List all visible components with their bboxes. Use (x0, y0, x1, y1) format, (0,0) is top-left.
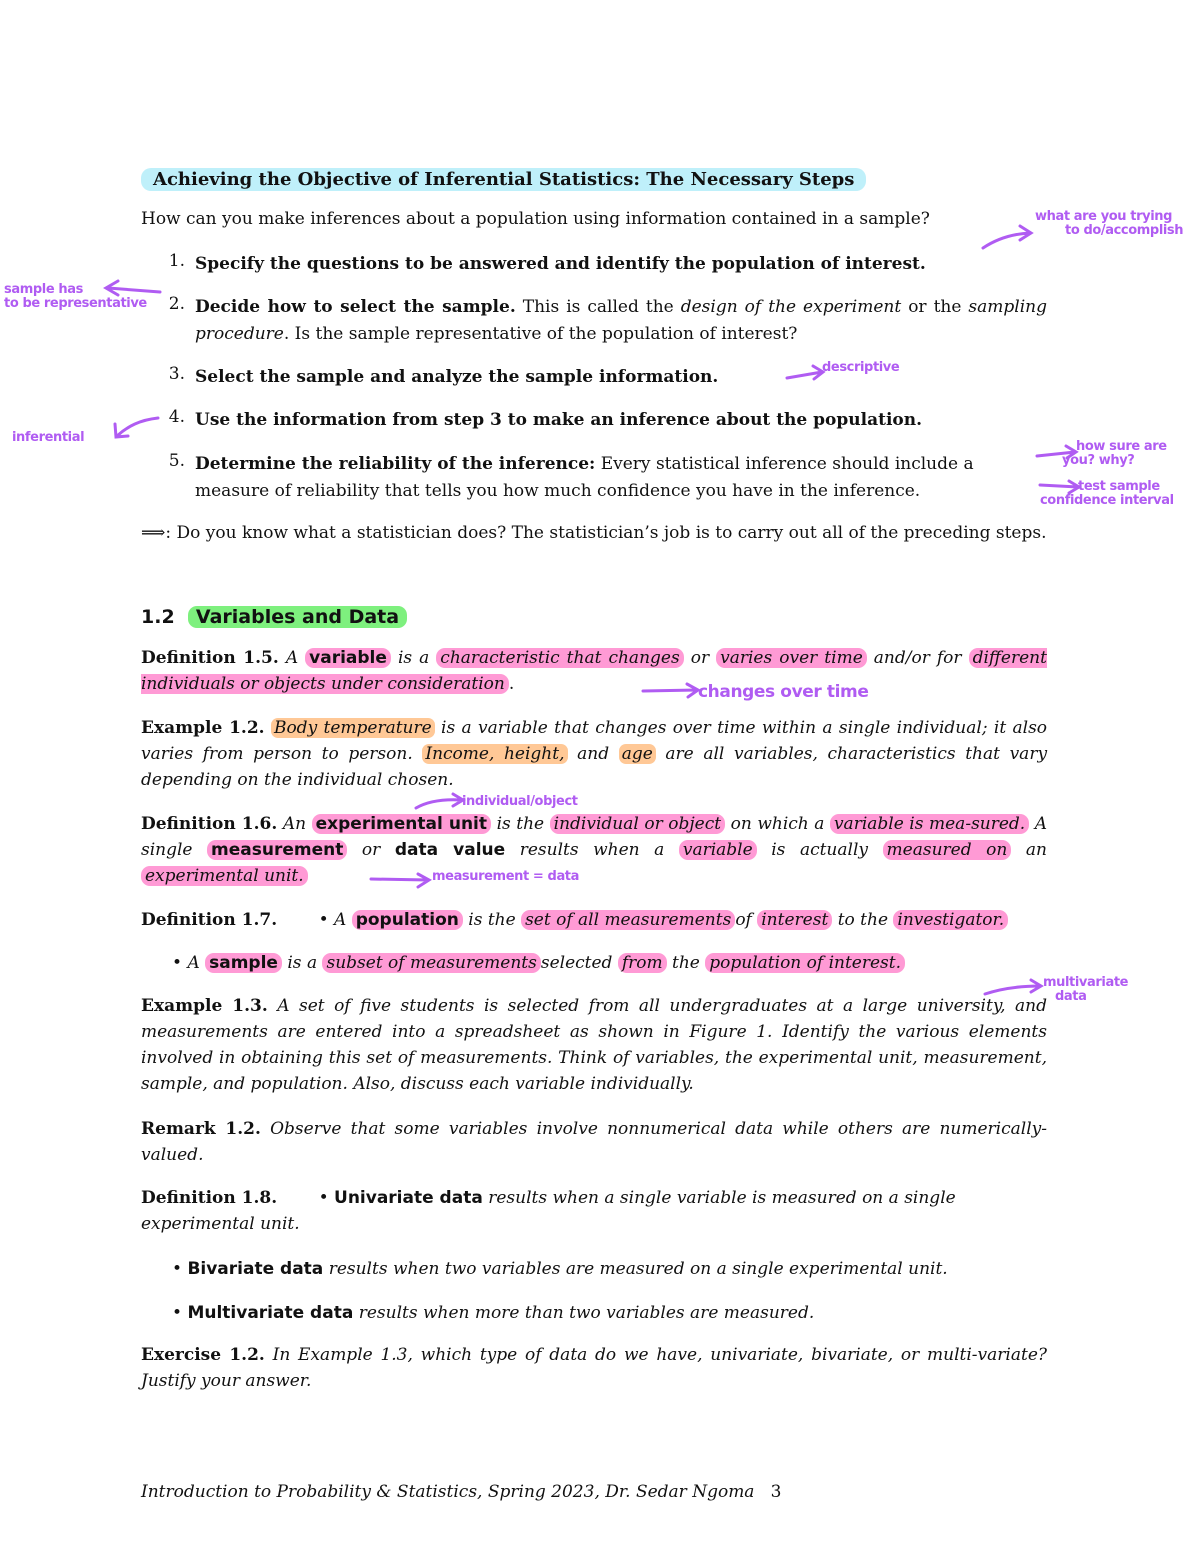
example-1-3: Example 1.3. A set of five students is selected from all undergraduates at a large university, and measurements are entered into a spreadsheet as shown in Figure 1. Identify the various elements involved in obtaining this set of measurements. Think of variables, the experimental unit, measurement, sample, and population. Also, discuss each variable individually. (141, 996, 1048, 1094)
arrow-test-sample (1040, 481, 1079, 493)
section-title: Achieving the Objective of Inferential Statistics: The Necessary Steps (141, 167, 1047, 193)
annotation-sample-has: sample has to be representative (4, 282, 147, 311)
definition-1-6: Definition 1.6. An experimental unit is the individual or object on which a variable is mea-sured. A single measurement or data value results when a variable is actually measured on an experimental unit. (141, 814, 1048, 886)
arrow-changes (643, 684, 698, 697)
definition-1-8-bullet-3: • Multivariate data results when more than two variables are measured. (172, 1303, 815, 1323)
annotation-inferential: inferential (12, 430, 85, 445)
step-1: Specify the questions to be answered and identify the population of interest. (195, 254, 926, 274)
arrow-how-sure (1037, 446, 1076, 458)
annotation-changes-over-time: changes over time (698, 682, 869, 702)
annotation-how-sure: how sure are you? why? (1062, 439, 1167, 468)
step-5: Determine the reliability of the inference: Every statistical inference should include a measure of reliability that tells you how much confidence you have in the inference. (195, 454, 974, 501)
annotation-test-sample: test sample confidence interval (1040, 479, 1174, 508)
step-1-number: 1. (168, 251, 185, 271)
arrow-measurement (371, 874, 429, 887)
section-question: How can you make inferences about a population using information contained in a sample? (141, 209, 930, 229)
subsection-heading: 1.2 Variables and Data (141, 604, 1047, 630)
annotation-multivariate-data: multivariate data (1043, 975, 1129, 1004)
exercise-1-2: Exercise 1.2. In Example 1.3, which type of data do we have, univariate, bivariate, or multi-variate? Justify your answer. (141, 1345, 1048, 1391)
statistician-paragraph: ⟹: Do you know what a statistician does? The statistician’s job is to carry out all of the preceding steps. (141, 523, 1047, 543)
step-4-number: 4. (168, 407, 185, 427)
definition-1-7: Definition 1.7. • A population is the set of all measurements of interest to the investigator. (141, 907, 1047, 933)
definition-1-5: Definition 1.5. A variable is a characteristic that changes or varies over time and/or for different individuals or objects under consideration . (141, 648, 1047, 694)
example-1-2: Example 1.2. Body temperature is a variable that changes over time within a single individual; it also varies from person to person. Income, height, and age are all variables, characteristics that vary depending on the individual chosen. (141, 718, 1048, 790)
arrow-inferential (115, 418, 158, 437)
arrow-individual (416, 794, 463, 808)
definition-1-7-bullet-2: • A sample is a subset of measurements selected from the population of interest. (172, 950, 1047, 976)
annotation-individual-object: individual/object (462, 794, 578, 809)
arrow-descriptive (787, 366, 823, 379)
arrow-what-trying (983, 226, 1031, 248)
step-4: Use the information from step 3 to make an inference about the population. (195, 410, 923, 430)
definition-1-8-bullet-2: • Bivariate data results when two variables are measured on a single experimental unit. (172, 1259, 948, 1279)
step-5-number: 5. (168, 451, 185, 471)
annotation-descriptive: descriptive (822, 360, 900, 375)
page-footer: Introduction to Probability & Statistics, Spring 2023, Dr. Sedar Ngoma 3 (141, 1482, 782, 1502)
step-2: Decide how to select the sample. This is called the design of the experiment or the sampling procedure. Is the sample representative of the population of interest? (195, 297, 1047, 344)
annotation-measurement-data: measurement = data (432, 869, 579, 884)
definition-1-8: Definition 1.8. • Univariate data results when a single variable is measured on a single experimental unit. (141, 1188, 956, 1234)
step-2-number: 2. (168, 294, 185, 314)
arrow-multivariate (985, 980, 1041, 994)
remark-1-2: Remark 1.2. Observe that some variables involve nonnumerical data while others are numerically-valued. (141, 1119, 1048, 1165)
step-3-number: 3. (168, 364, 185, 384)
step-3: Select the sample and analyze the sample information. (195, 367, 719, 387)
annotation-what-trying: what are you trying to do/accomplish (1035, 209, 1184, 238)
arrow-sample-has (106, 281, 160, 295)
